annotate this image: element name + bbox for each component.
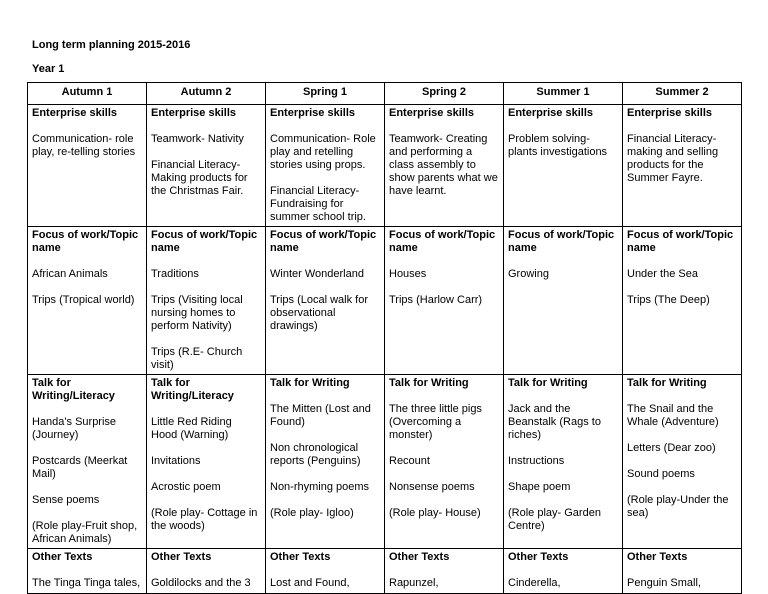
cell-text: Shape poem [508,481,571,493]
cell-text: (Role play-Fruit shop, African Animals) [32,520,138,545]
cell-text: Growing [508,268,549,280]
cell-text: The Snail and the Whale (Adventure) [627,403,719,428]
row-heading: Talk for Writing [508,377,588,389]
cell-text: Financial Literacy- Making products for the Christmas Fair. [151,159,248,197]
cell-text: Trips (Visiting local nursing homes to perform Nativity) [151,294,243,332]
column-header-spring-1: Spring 1 [266,83,385,105]
cell-text: Instructions [508,455,565,467]
cell-text: Rapunzel, [389,577,439,589]
table-cell [385,375,504,549]
row-heading: Talk for Writing/Literacy [32,377,115,402]
table-cell [147,375,266,549]
table-cell [147,549,266,594]
row-heading: Enterprise skills [508,107,593,119]
table-cell [147,105,266,227]
cell-text: Teamwork- Nativity [151,133,244,145]
row-heading: Enterprise skills [151,107,236,119]
cell-text: Problem solving- plants investigations [508,133,608,158]
table-cell [504,227,623,375]
cell-text: Cinderella, [508,577,561,589]
table-cell [385,227,504,375]
cell-text: The Mitten (Lost and Found) [270,403,371,428]
row-heading: Talk for Writing [270,377,350,389]
cell-text: Trips (Harlow Carr) [389,294,483,306]
cell-text: African Animals [32,268,108,280]
column-header-autumn-1: Autumn 1 [28,83,147,105]
cell-text: The Tinga Tinga tales, [32,577,141,589]
row-heading: Enterprise skills [389,107,474,119]
cell-text: (Role play- House) [389,507,481,519]
table-cell [266,375,385,549]
cell-text: Sense poems [32,494,100,506]
table-cell [266,227,385,375]
cell-text: (Role play- Igloo) [270,507,354,519]
cell-text: Jack and the Beanstalk (Rags to riches) [508,403,601,441]
table-cell [266,105,385,227]
table-cell [623,375,742,549]
row-heading: Other Texts [508,551,569,563]
cell-text: Little Red Riding Hood (Warning) [151,416,232,441]
table-cell [623,227,742,375]
cell-text: Acrostic poem [151,481,221,493]
cell-text: Penguin Small, [627,577,701,589]
table-cell [266,549,385,594]
row-heading: Talk for Writing/Literacy [151,377,234,402]
cell-text: Sound poems [627,468,695,480]
cell-text: Goldilocks and the 3 [151,577,251,589]
column-header-summer-2: Summer 2 [623,83,742,105]
cell-text: Teamwork- Creating and performing a class assembly to show parents what we have learnt. [389,133,498,197]
cell-text: Winter Wonderland [270,268,364,280]
cell-text: Lost and Found, [270,577,350,589]
cell-text: Under the Sea [627,268,698,280]
cell-text: Non chronological reports (Penguins) [270,442,361,467]
row-heading: Enterprise skills [270,107,355,119]
cell-text: Financial Literacy- making and selling products for the Summer Fayre. [627,133,719,184]
row-heading: Enterprise skills [32,107,117,119]
planning-table [27,82,742,594]
cell-text: Postcards (Meerkat Mail) [32,455,128,480]
cell-text: Trips (The Deep) [627,294,710,306]
document-title: Long term planning 2015-2016 [32,39,191,51]
cell-text: Handa's Surprise (Journey) [32,416,117,441]
cell-text: Trips (R.E- Church visit) [151,346,243,371]
row-heading: Other Texts [389,551,450,563]
table-cell [28,375,147,549]
cell-text: Houses [389,268,427,280]
table-cell [147,227,266,375]
column-header-summer-1: Summer 1 [504,83,623,105]
table-cell [623,105,742,227]
row-heading: Focus of work/Topic name [389,229,496,254]
cell-text: Communication- Role play and retelling stories using props. [270,133,376,171]
row-heading: Focus of work/Topic name [627,229,734,254]
column-header-spring-2: Spring 2 [385,83,504,105]
cell-text: Non-rhyming poems [270,481,370,493]
table-cell [385,549,504,594]
cell-text: Trips (Tropical world) [32,294,135,306]
enterprise-row [28,105,742,227]
cell-text: (Role play- Garden Centre) [508,507,601,532]
row-heading: Focus of work/Topic name [32,229,139,254]
row-heading: Talk for Writing [389,377,469,389]
other-texts-row [28,549,742,594]
row-heading: Talk for Writing [627,377,707,389]
row-heading: Other Texts [151,551,212,563]
row-heading: Focus of work/Topic name [151,229,258,254]
table-cell [504,549,623,594]
cell-text: (Role play- Cottage in the woods) [151,507,258,532]
cell-text: Financial Literacy- Fundraising for summer school trip. [270,185,366,223]
table-cell [28,227,147,375]
table-cell [504,105,623,227]
cell-text: Invitations [151,455,201,467]
cell-text: Nonsense poems [389,481,475,493]
row-heading: Other Texts [270,551,331,563]
table-cell [504,375,623,549]
row-heading: Enterprise skills [627,107,712,119]
talk-for-writing-row [28,375,742,549]
table-cell [28,549,147,594]
cell-text: Trips (Local walk for observational drawings) [270,294,369,332]
table-cell [28,105,147,227]
focus-row [28,227,742,375]
cell-text: (Role play-Under the sea) [627,494,729,519]
document-subtitle: Year 1 [32,63,65,75]
cell-text: Communication- role play, re-telling stories [32,133,136,158]
column-header-autumn-2: Autumn 2 [147,83,266,105]
cell-text: Recount [389,455,430,467]
cell-text: The three little pigs (Overcoming a monster) [389,403,482,441]
cell-text: Traditions [151,268,199,280]
row-heading: Focus of work/Topic name [508,229,615,254]
row-heading: Other Texts [32,551,93,563]
table-cell [623,549,742,594]
term-header-row [28,83,742,105]
cell-text: Letters (Dear zoo) [627,442,716,454]
row-heading: Focus of work/Topic name [270,229,377,254]
row-heading: Other Texts [627,551,688,563]
table-cell [385,105,504,227]
